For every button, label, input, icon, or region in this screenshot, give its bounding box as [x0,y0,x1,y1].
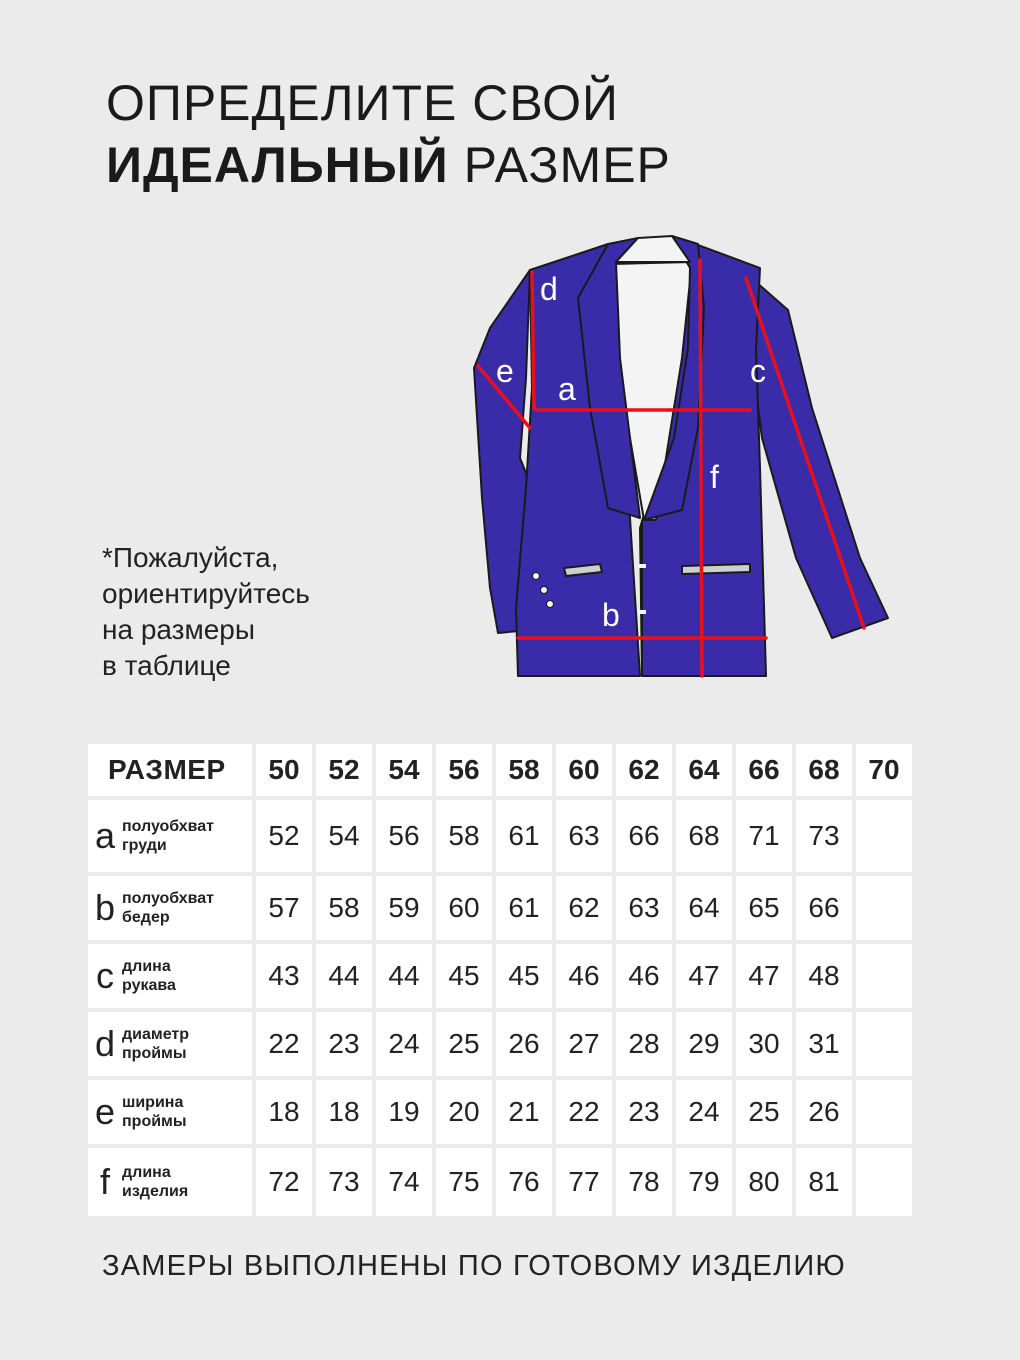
table-cell: 65 [736,876,792,940]
measure-label-b: b [602,597,620,633]
size-header-cell: 50 [256,744,312,796]
table-cell: 63 [616,876,672,940]
table-cell: 29 [676,1012,732,1076]
size-header-cell: 52 [316,744,372,796]
measure-name [122,889,214,927]
size-header-cell: 66 [736,744,792,796]
size-note [102,540,310,684]
measure-name-line: проймы [122,1113,187,1130]
table-cell: 18 [256,1080,312,1144]
table-cell: 74 [376,1148,432,1216]
table-cell: 80 [736,1148,792,1216]
table-cell: 31 [796,1012,852,1076]
measure-label-a: a [558,371,576,407]
measure-name-line: полуобхват [122,890,215,907]
table-cell: 28 [616,1012,672,1076]
measure-letter: c [96,955,114,996]
measure-name-line: рукава [122,977,176,994]
table-cell: 45 [496,944,552,1008]
size-header-cell: 60 [556,744,612,796]
table-cell: 79 [676,1148,732,1216]
measure-label-f: f [710,459,719,495]
measure-letter: b [94,887,116,928]
table-cell: 52 [256,800,312,872]
table-cell: 44 [376,944,432,1008]
measure-name-line: бедер [122,909,170,926]
table-cell: 22 [556,1080,612,1144]
measure-name-line: проймы [122,1045,187,1062]
front-button [638,610,646,614]
measure-line-f [700,260,702,676]
table-cell: 78 [616,1148,672,1216]
table-cell: 44 [316,944,372,1008]
jacket-body [474,236,888,676]
note-line: на размеры [102,614,256,645]
table-cell: 61 [496,876,552,940]
table-cell: 45 [436,944,492,1008]
measure-line-d [532,272,534,408]
measure-label-e: e [496,353,514,389]
table-cell [856,1080,912,1144]
table-cell: 63 [556,800,612,872]
sleeve-button [547,601,554,608]
table-cell: 25 [436,1012,492,1076]
size-header-cell: 64 [676,744,732,796]
table-cell: 43 [256,944,312,1008]
table-cell: 71 [736,800,792,872]
table-cell [856,1012,912,1076]
table-cell: 46 [556,944,612,1008]
table-cell: 22 [256,1012,312,1076]
measure-row-label [88,800,252,872]
size-header-cell: 62 [616,744,672,796]
measure-name-line: груди [122,837,167,854]
table-cell: 62 [556,876,612,940]
table-cell: 30 [736,1012,792,1076]
table-cell: 48 [796,944,852,1008]
size-header-cell: 70 [856,744,912,796]
table-cell: 81 [796,1148,852,1216]
measure-letter: e [94,1091,116,1132]
measure-row-label [88,1148,252,1216]
note-line: ориентируйтесь [102,578,310,609]
measure-letter: a [94,815,116,856]
table-cell: 27 [556,1012,612,1076]
title-line-1: ОПРЕДЕЛИТЕ СВОЙ [106,75,619,131]
measure-letter: f [99,1161,110,1202]
title-line-2 [106,134,671,196]
note-line: *Пожалуйста, [102,542,279,573]
table-cell: 24 [376,1012,432,1076]
table-cell: 24 [676,1080,732,1144]
table-cell: 61 [496,800,552,872]
table-cell: 47 [676,944,732,1008]
measure-name-line: длина [122,958,171,975]
size-header-label: РАЗМЕР [88,744,252,796]
table-cell: 58 [316,876,372,940]
measure-name-line: диаметр [122,1026,190,1043]
right-pocket [682,564,750,574]
table-cell: 58 [436,800,492,872]
table-cell: 57 [256,876,312,940]
measure-name [122,1093,187,1131]
table-cell: 64 [676,876,732,940]
footer-note: ЗАМЕРЫ ВЫПОЛНЕНЫ ПО ГОТОВОМУ ИЗДЕЛИЮ [102,1250,846,1282]
table-cell: 75 [436,1148,492,1216]
table-cell [856,800,912,872]
table-cell: 54 [316,800,372,872]
table-cell: 47 [736,944,792,1008]
measure-letter: d [94,1023,116,1064]
table-cell: 59 [376,876,432,940]
size-header-cell: 56 [436,744,492,796]
measure-name [122,957,176,995]
table-cell: 56 [376,800,432,872]
table-cell: 20 [436,1080,492,1144]
table-cell: 66 [796,876,852,940]
title-rest: РАЗМЕР [463,137,671,193]
table-cell: 66 [616,800,672,872]
measure-name-line: ширина [122,1094,184,1111]
measure-label-d: d [540,271,558,307]
table-cell: 23 [316,1012,372,1076]
table-cell: 73 [316,1148,372,1216]
measure-row-label [88,1080,252,1144]
measure-name-line: изделия [122,1183,189,1200]
table-cell: 18 [316,1080,372,1144]
size-header-cell: 54 [376,744,432,796]
table-cell: 26 [496,1012,552,1076]
measure-name-line: длина [122,1164,171,1181]
table-cell: 76 [496,1148,552,1216]
measure-label-c: c [750,353,766,389]
table-cell: 23 [616,1080,672,1144]
table-cell: 60 [436,876,492,940]
page-title [106,72,671,196]
sleeve-button [541,587,548,594]
front-button [638,564,646,568]
size-header-cell: 68 [796,744,852,796]
sleeve-button [533,573,540,580]
table-cell: 19 [376,1080,432,1144]
table-cell: 46 [616,944,672,1008]
note-line: в таблице [102,650,231,681]
measure-name [122,817,214,855]
measure-row-label [88,1012,252,1076]
size-table [88,744,916,1216]
table-cell: 72 [256,1148,312,1216]
measure-name [122,1163,188,1201]
table-cell: 26 [796,1080,852,1144]
table-cell [856,876,912,940]
table-cell: 73 [796,800,852,872]
size-header-cell: 58 [496,744,552,796]
measure-row-label [88,944,252,1008]
jacket-illustration [460,228,900,688]
table-cell: 77 [556,1148,612,1216]
measure-name-line: полуобхват [122,818,215,835]
table-cell: 21 [496,1080,552,1144]
measure-row-label [88,876,252,940]
table-cell: 68 [676,800,732,872]
title-bold-word: ИДЕАЛЬНЫЙ [106,137,449,193]
measure-name [122,1025,189,1063]
table-cell [856,1148,912,1216]
table-cell: 25 [736,1080,792,1144]
table-cell [856,944,912,1008]
